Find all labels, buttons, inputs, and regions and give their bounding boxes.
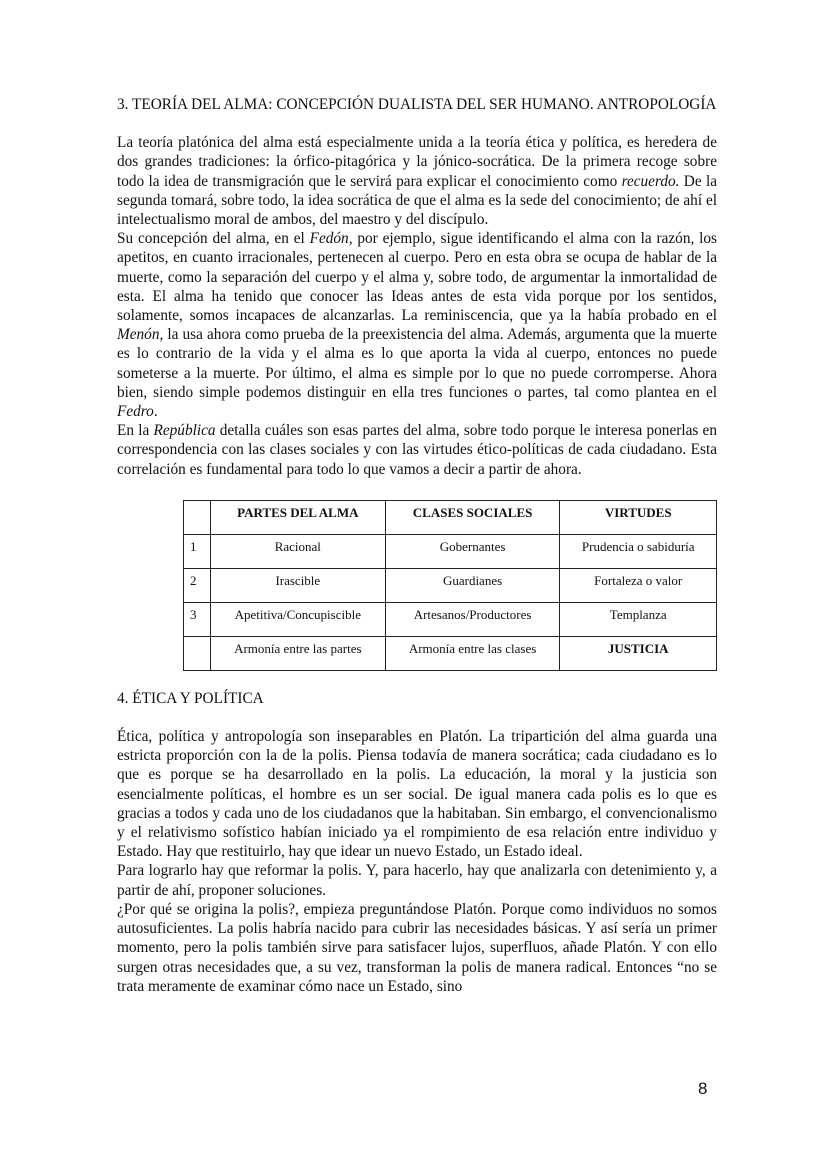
table-cell <box>184 636 211 670</box>
section-4-paragraph-3: ¿Por qué se origina la polis?, empieza preguntándose Platón. Porque como individuos no somos autosuficientes. La polis habría nacido para cubrir las necesidades básicas. Y así sería un primer momento, pero la polis también sirve para satisfacer lujos, superfluos, añade Platón. Y con ello surgen otras necesidades que, a su vez, transforman la polis de manera radical. Entonces “no se trata meramente de examinar cómo nace un Estado, sino <box>117 900 717 995</box>
table-cell: Apetitiva/Concupiscible <box>210 602 385 636</box>
table-row <box>184 534 717 568</box>
document-page <box>117 95 717 996</box>
table-cell: Prudencia o sabiduría <box>560 534 717 568</box>
italic-title-fedon: Fedón, <box>309 230 353 248</box>
italic-title-republica: República <box>153 422 216 440</box>
table-cell: 3 <box>184 602 211 636</box>
table-row <box>184 568 717 602</box>
italic-title-fedro: Fedro <box>117 403 154 421</box>
text-run: detalla cuáles son esas partes del alma, sobre todo porque le interesa ponerlas en correspondencia con las clases sociales y con las virtudes ético-políticas de cada ciudadano. Esta correlación es fundamental para todo lo que vamos a decir a partir de ahora. <box>117 422 717 478</box>
table-header-cell <box>184 500 211 534</box>
page-number: 8 <box>698 1079 708 1098</box>
table-cell: Irascible <box>210 568 385 602</box>
table-cell: Armonía entre las partes <box>210 636 385 670</box>
section-4-paragraph-2: Para lograrlo hay que reformar la polis. Y, para hacerlo, hay que analizarla con detenimiento y, a partir de ahí, proponer soluciones. <box>117 862 717 899</box>
section-3-heading: 3. TEORÍA DEL ALMA: CONCEPCIÓN DUALISTA DEL SER HUMANO. ANTROPOLOGÍA <box>117 96 717 113</box>
section-4-heading: 4. ÉTICA Y POLÍTICA <box>117 689 264 707</box>
text-run: por ejemplo, sigue identificando el alma con la razón, los apetitos, en cuanto irracionales, pertenecen al cuerpo. Pero en esta obra se ocupa de hablar de la muerte, como la separación del cuerpo y el alma y, sobre todo, de argumentar la inmortalidad de esta. El alma ha tenido que conocer las Ideas antes de esta vida porque por los sentidos, solamente, somos incapaces de alcanzarlas. La reminiscencia, que ya la había probado en el <box>117 230 718 325</box>
table-cell: 2 <box>184 568 211 602</box>
table-row <box>184 602 717 636</box>
table-cell: Gobernantes <box>385 534 560 568</box>
table-header-cell: VIRTUDES <box>560 500 717 534</box>
table-cell: Artesanos/Productores <box>385 602 560 636</box>
table-cell: Fortaleza o valor <box>560 568 717 602</box>
text-run: la usa ahora como prueba de la preexistencia del alma. Además, argumenta que la muerte es lo contrario de la vida y el alma es lo que aporta la vida al cuerpo, entonces no puede someterse a la muerte. Por último, el alma es simple por lo que no puede corromperse. Ahora bien, siendo simple podemos distinguir en ella tres funciones o partes, tal como plantea en el <box>117 326 717 401</box>
table-cell: Racional <box>210 534 385 568</box>
table-cell: Templanza <box>560 602 717 636</box>
text-run: En la <box>117 422 154 440</box>
table-cell: 1 <box>184 534 211 568</box>
section-3-paragraph-1 <box>117 133 717 229</box>
table-cell: Guardianes <box>385 568 560 602</box>
table-row <box>184 636 717 670</box>
text-run: De la segunda tomará, sobre todo, la idea socrática de que el alma es la sede del conocimiento; de ahí el intelectualismo moral de ambos, del maestro y del discípulo. <box>117 172 717 229</box>
text-run: Su concepción del alma, en el <box>117 230 310 248</box>
table-cell: Armonía entre las clases <box>385 636 560 670</box>
table-header-cell: CLASES SOCIALES <box>385 500 560 534</box>
table-header-row <box>184 500 717 534</box>
section-4-paragraph-1: Ética, política y antropología son inseparables en Platón. La tripartición del alma guarda una estricta proporción con la de la polis. Piensa todavía de manera socrática; cada ciudadano es lo que es porque se ha desarrollado en la polis. La educación, la moral y la justicia son esencialmente políticas, el hombre es un ser social. De igual manera cada polis es lo que es gracias a todos y cada uno de los ciudadanos que la habitaban. Sin embargo, el convencionalismo y el relativismo sofístico habían iniciado ya el rompimiento de esa relación entre individuo y Estado. Hay que restituirlo, hay que idear un nuevo Estado, un Estado ideal. <box>117 728 717 861</box>
soul-classes-virtues-table <box>183 500 717 671</box>
table-header-cell: PARTES DEL ALMA <box>210 500 385 534</box>
text-run: . <box>153 403 158 421</box>
italic-term: recuerdo. <box>621 172 680 190</box>
table-cell-justicia: JUSTICIA <box>560 636 717 670</box>
section-3-paragraph-3 <box>117 421 717 479</box>
text-run: La teoría platónica del alma está especialmente unida a la teoría ética y política, es heredera de dos grandes tradiciones: la órfico-pitagórica y la jónico-socrática. De la primera recoge sobre todo la idea de transmigración que le servirá para explicar el conocimiento como <box>117 134 717 190</box>
section-3-paragraph-2 <box>117 229 717 421</box>
italic-title-menon: Menón, <box>117 326 164 344</box>
